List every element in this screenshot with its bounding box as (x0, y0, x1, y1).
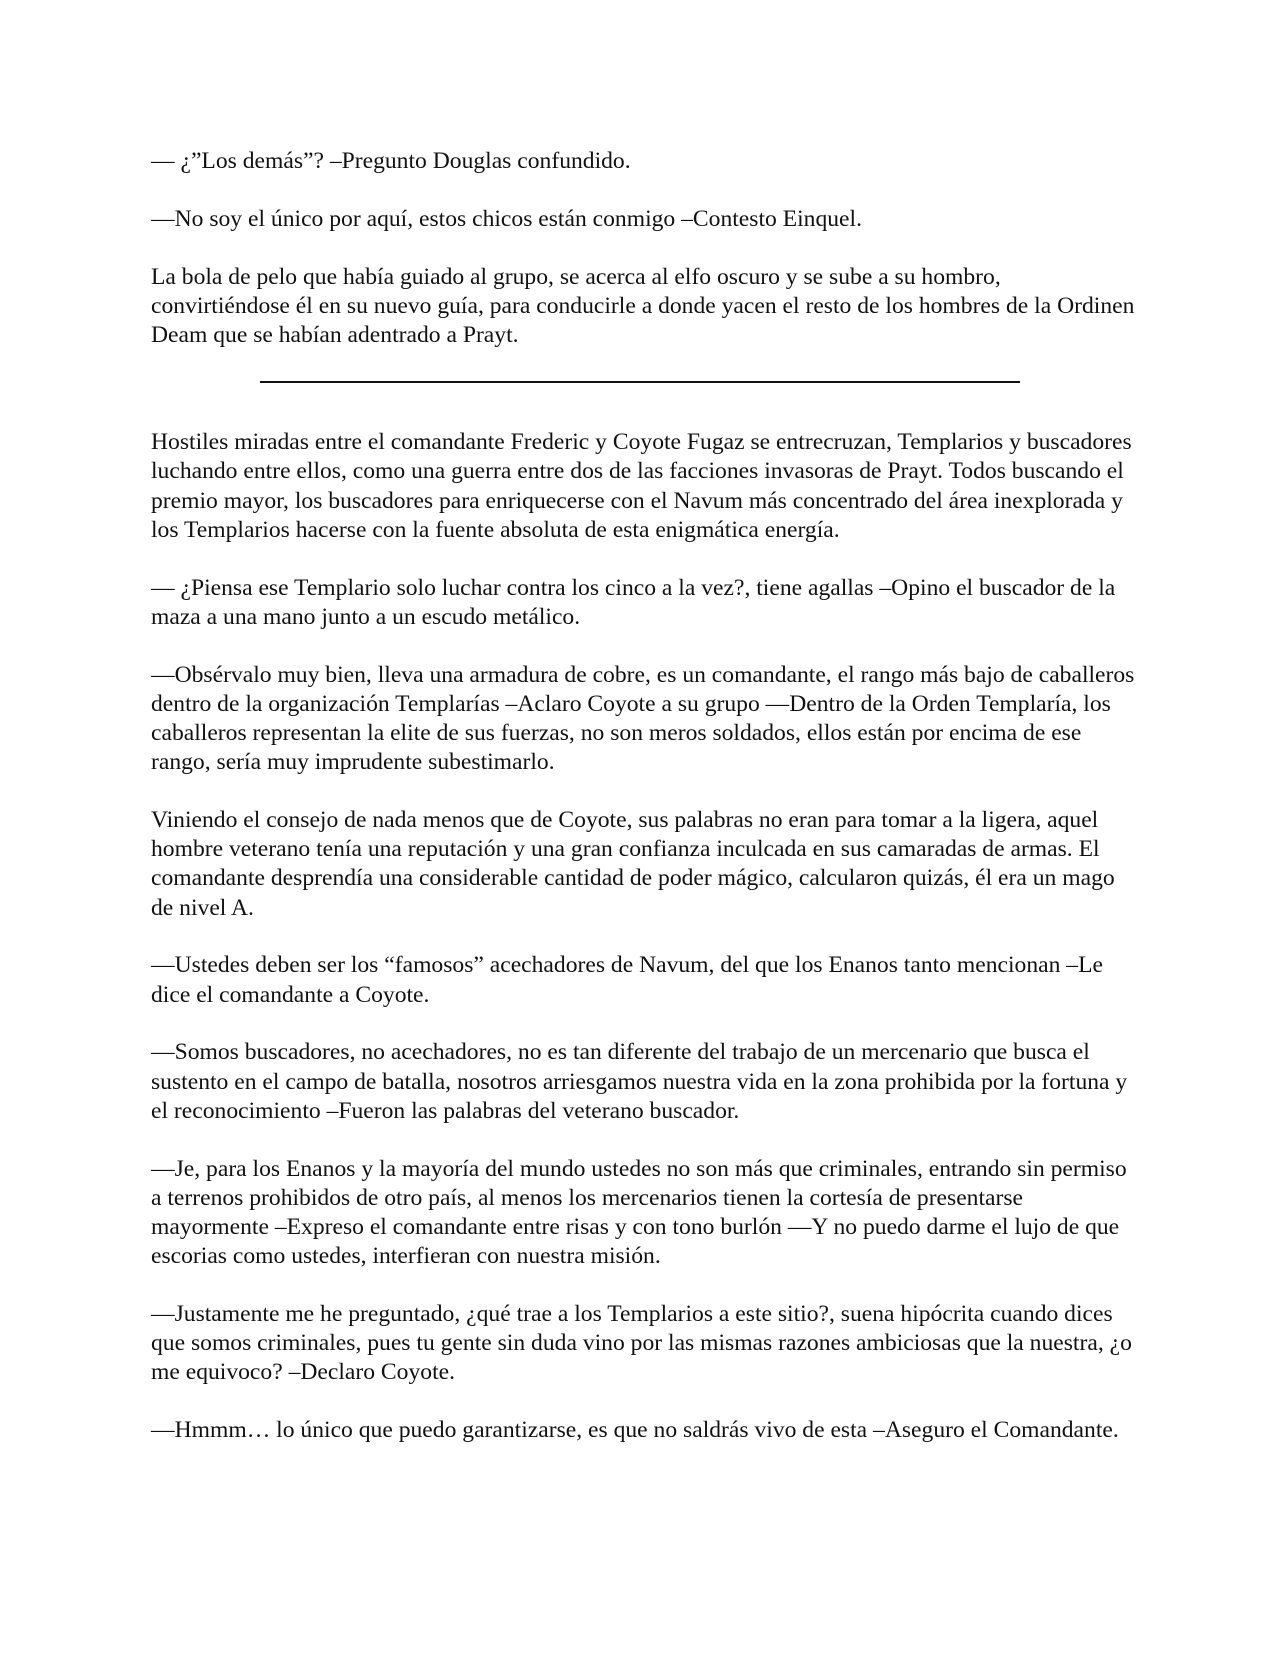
paragraph: —Justamente me he preguntado, ¿qué trae a los Templarios a este sitio?, suena hipócrita cuando dices que somos criminales, pues tu gente sin duda vino por las mismas razones ambiciosas que la nuestra, ¿o me equivoco? –Declaro Coyote. (151, 1301, 1132, 1386)
paragraph: — ¿Piensa ese Templario solo luchar contra los cinco a la vez?, tiene agallas –Opino el buscador de la maza a una mano junto a un escudo metálico. (151, 574, 1116, 630)
paragraph: —Ustedes deben ser los “famosos” acechadores de Navum, del que los Enanos tanto mencionan –Le dice el comandante a Coyote. (151, 952, 1103, 1008)
paragraph: —Somos buscadores, no acechadores, no es tan diferente del trabajo de un mercenario que busca el sustento en el campo de batalla, nosotros arriesgamos nuestra vida en la zona prohibida por la fortuna y el reconocimiento –Fueron las palabras del veterano buscador. (151, 1039, 1128, 1124)
paragraph: La bola de pelo que había guiado al grupo, se acerca al elfo oscuro y se sube a su hombro, convirtiéndose él en su nuevo guía, para conducirle a donde yacen el resto de los hombres de la Ordinen Deam que se habían adentrado a Prayt. (151, 263, 1135, 348)
section-separator-line (260, 381, 1020, 383)
paragraph: Viniendo el consejo de nada menos que de Coyote, sus palabras no eran para tomar a la ligera, aquel hombre veterano tenía una reputación y una gran confianza inculcada en sus camaradas de armas. El comandante desprendía una considerable cantidad de poder mágico, calcularon quizás, él era un mago de nivel A. (151, 807, 1115, 921)
paragraph: —Hmmm… lo único que puedo garantizarse, es que no saldrás vivo de esta –Aseguro el Comandante. (151, 1417, 1119, 1444)
paragraph: —Je, para los Enanos y la mayoría del mundo ustedes no son más que criminales, entrando sin permiso a terrenos prohibidos de otro país, al menos los mercenarios tienen la cortesía de presentarse mayormente –Expreso el comandante entre risas y con tono burlón —Y no puedo darme el lujo de que escorias como ustedes, interfieran con nuestra misión. (151, 1155, 1127, 1270)
paragraph: — ¿”Los demás”? –Pregunto Douglas confundido. (151, 148, 631, 174)
paragraph: —No soy el único por aquí, estos chicos están conmigo –Contesto Einquel. (151, 205, 862, 232)
paragraph: Hostiles miradas entre el comandante Frederic y Coyote Fugaz se entrecruzan, Templarios y buscadores luchando entre ellos, como una guerra entre dos de las facciones invasoras de Prayt. Todos buscando el premio mayor, los buscadores para enriquecerse con el Navum más concentrado del área inexplorada y los Templarios hacerse con la fuente absoluta de esta enigmática energía. (151, 429, 1132, 543)
document-body (151, 147, 1136, 1474)
paragraph: —Obsérvalo muy bien, lleva una armadura de cobre, es un comandante, el rango más bajo de caballeros dentro de la organización Templarías –Aclaro Coyote a su grupo —Dentro de la Orden Templaría, los caballeros representan la elite de sus fuerzas, no son meros soldados, ellos están por encima de ese rango, sería muy imprudente subestimarlo. (151, 661, 1135, 776)
